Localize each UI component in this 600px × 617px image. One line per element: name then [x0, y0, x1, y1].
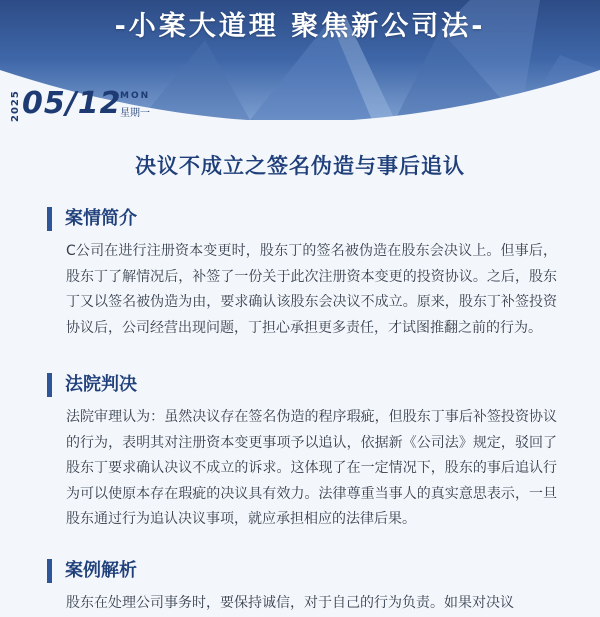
- weekday-en: MON: [120, 91, 151, 101]
- section-title: 案例解析: [65, 560, 137, 581]
- section-body: C公司在进行注册资本变更时，股东丁的签名被伪造在股东会决议上。但事后，股东丁了解情况后，补签了一份关于此次注册资本变更的投资协议。之后，股东丁又以签名被伪造为由，要求确认该股东会决议不成立。原来，股东丁补签投资协议后，公司经营出现问题，丁担心承担更多责任，才试图推翻之前的行为。: [66, 243, 557, 336]
- weekday-cn: 星期一: [120, 108, 150, 119]
- date-label: 05/12: [22, 86, 122, 121]
- section-court-ruling: [47, 370, 557, 533]
- header-title: -小案大道理 聚焦新公司法-: [114, 11, 486, 42]
- section-case-analysis: [47, 556, 557, 617]
- section-accent-bar: [47, 373, 52, 397]
- section-case-summary: [47, 204, 557, 341]
- page-title: 决议不成立之签名伪造与事后追认: [135, 154, 465, 178]
- section-title: 法院判决: [65, 374, 137, 395]
- section-body: 法院审理认为：虽然决议存在签名伪造的程序瑕疵，但股东丁事后补签投资协议的行为，表明其对注册资本变更事项予以追认，依据新《公司法》规定，驳回了股东丁要求确认决议不成立的诉求。这体现了在一定情况下，股东的事后追认行为可以使原本存在瑕疵的决议具有效力。法律尊重当事人的真实意思表示，一旦股东通过行为追认决议事项，就应承担相应的法律后果。: [66, 409, 557, 527]
- year-label: 2025: [10, 90, 21, 122]
- section-accent-bar: [47, 559, 52, 583]
- section-title: 案情简介: [65, 208, 137, 229]
- section-body: 股东在处理公司事务时，要保持诚信，对于自己的行为负责。如果对决议: [66, 595, 514, 611]
- section-accent-bar: [47, 207, 52, 231]
